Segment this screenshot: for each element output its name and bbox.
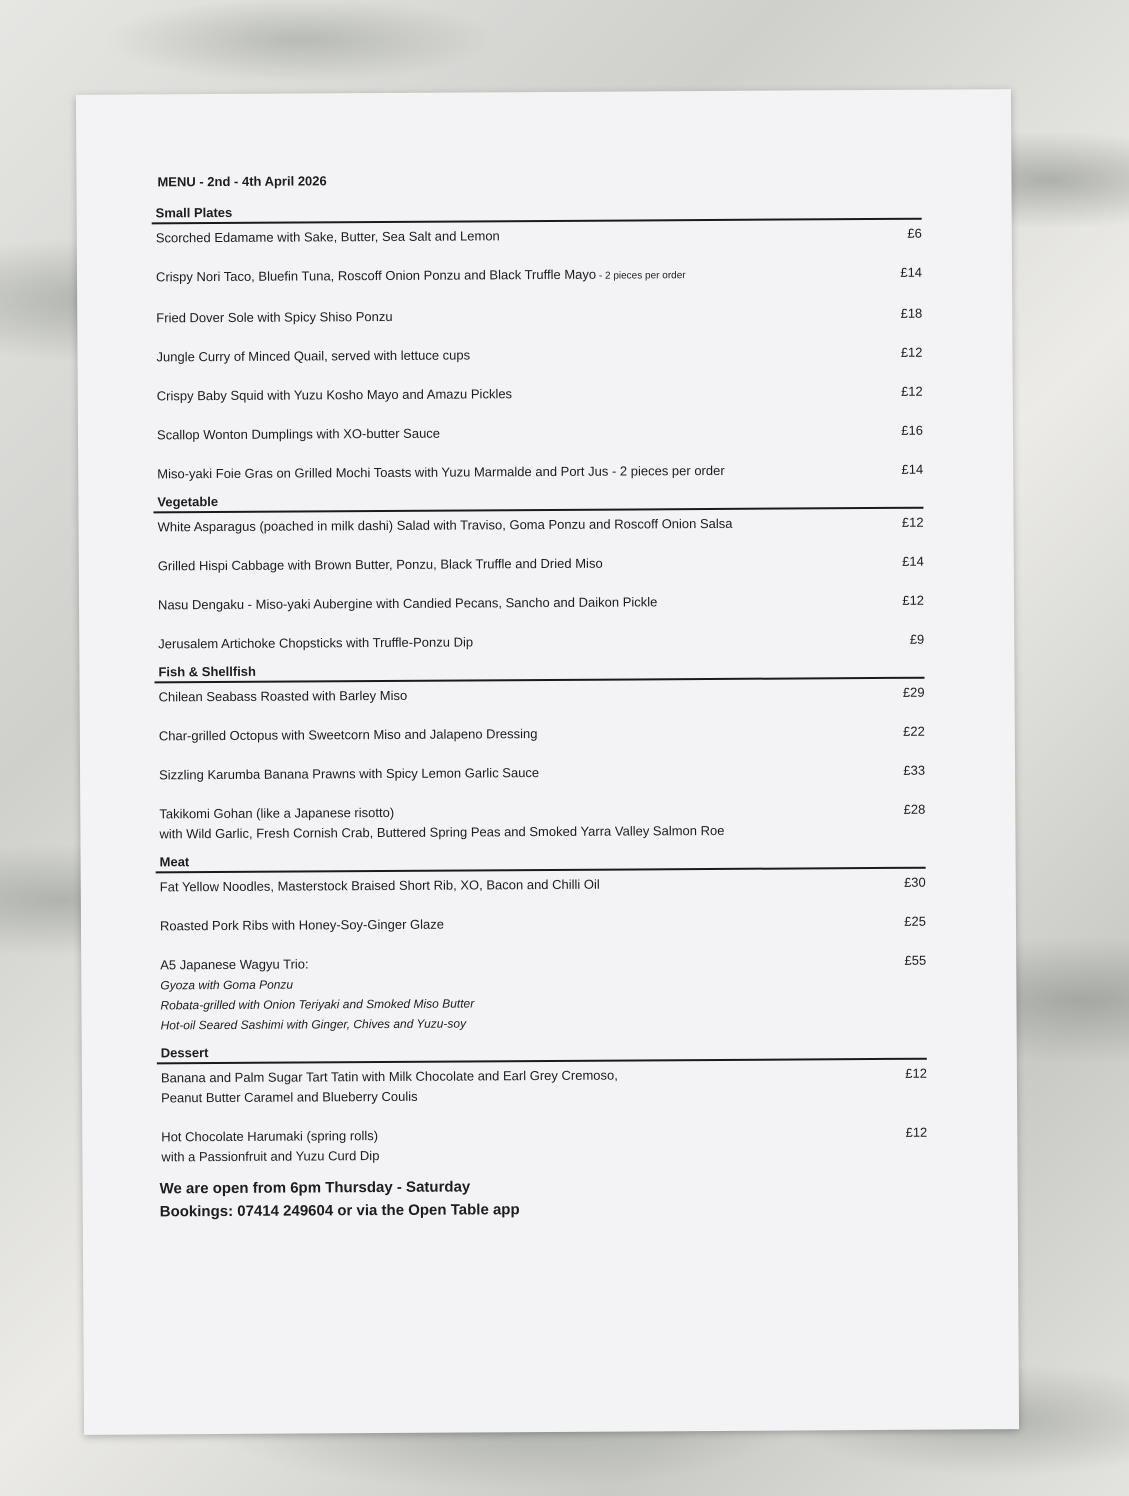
menu-item	[152, 263, 922, 290]
menu-item-sub-option: Robata-grilled with Onion Teriyaki and Smoked Miso Butter	[160, 996, 475, 1013]
menu-title: MENU - 2nd - 4th April 2026	[157, 173, 327, 190]
menu-item-description	[156, 951, 866, 1035]
menu-item-price: £9	[909, 631, 925, 647]
footer	[158, 1173, 928, 1224]
menu-item-description	[155, 800, 865, 844]
menu-item-description	[157, 1123, 867, 1167]
menu-item-price: £14	[900, 264, 923, 280]
menu-item-name-text: Crispy Baby Squid with Yuzu Kosho Mayo and Amazu Pickles	[156, 386, 513, 404]
menu-item-name-text: Roasted Pork Ribs with Honey-Soy-Ginger Glaze	[159, 916, 444, 934]
section-title: Small Plates	[155, 204, 233, 221]
section-title: Dessert	[160, 1045, 209, 1061]
menu-item-name-text: Chilean Seabass Roasted with Barley Miso	[158, 687, 408, 705]
menu-item-price: £30	[903, 874, 926, 890]
menu-item-name-text: White Asparagus (poached in milk dashi) Salad with Traviso, Goma Ponzu and Roscoff Onion Salsa	[157, 515, 733, 535]
menu-item-note: - 2 pieces per order	[596, 270, 686, 282]
menu-item-price: £16	[901, 422, 924, 438]
menu-content	[151, 170, 927, 1224]
section-title: Meat	[159, 854, 190, 870]
menu-item-sub-option: Hot-oil Seared Sashimi with Ginger, Chives and Yuzu-soy	[160, 1016, 467, 1033]
menu-item	[155, 800, 925, 845]
section-title: Fish & Shellfish	[158, 663, 257, 680]
menu-item-price: £12	[905, 1124, 928, 1140]
menu-section-fish-shellfish	[154, 660, 925, 845]
menu-item-price: £28	[903, 801, 926, 817]
menu-item-price: £29	[902, 684, 925, 700]
menu-item	[157, 1064, 927, 1109]
menu-item-description	[157, 1064, 867, 1108]
menu-item-price: £55	[904, 952, 927, 968]
menu-section-meat	[156, 850, 927, 1036]
menu-item-name-text: A5 Japanese Wagyu Trio:	[160, 956, 309, 973]
menu-item-price: £33	[903, 762, 926, 778]
menu-item-name-text: Crispy Nori Taco, Bluefin Tuna, Roscoff Onion Ponzu and Black Truffle Mayo	[155, 266, 597, 285]
menu-item-price: £12	[901, 514, 924, 530]
menu-item-price: £12	[905, 1065, 927, 1081]
menu-item-price: £22	[903, 723, 925, 739]
menu-item-name-continued: Peanut Butter Caramel and Blueberry Coulis	[160, 1088, 418, 1106]
menu-item	[156, 951, 926, 1036]
menu-item-name-text: Nasu Dengaku - Miso-yaki Aubergine with Candied Pecans, Sancho and Daikon Pickle	[157, 594, 658, 613]
menu-item-price: £14	[902, 553, 924, 569]
menu-item-price: £12	[902, 592, 925, 608]
menu-item-description	[154, 630, 864, 654]
menu-item-name-text: Scallop Wonton Dumplings with XO-butter Sauce	[156, 425, 441, 443]
menu-item-name-text: Scorched Edamame with Sake, Butter, Sea Salt and Lemon	[155, 228, 500, 246]
menu-item-name-text: Fried Dover Sole with Spicy Shiso Ponzu	[156, 308, 393, 326]
menu-item-name-continued: with Wild Garlic, Fresh Cornish Crab, Buttered Spring Peas and Smoked Yarra Valley Salmon Roe	[159, 822, 725, 842]
menu-item	[157, 1123, 927, 1168]
menu-item-price: £12	[900, 344, 923, 360]
menu-item-name-text: Sizzling Karumba Banana Prawns with Spicy Lemon Garlic Sauce	[159, 765, 540, 783]
menu-item-name-text: Takikomi Gohan (like a Japanese risotto)	[159, 804, 395, 822]
menu-item-name	[157, 460, 863, 484]
menu-item-name-text: Miso-yaki Foie Gras on Grilled Mochi Toasts with Yuzu Marmalde and Port Jus - 2 pieces per order	[157, 462, 725, 482]
opening-hours: We are open from 6pm Thursday - Saturday	[159, 1178, 471, 1198]
menu-item-name-text: Hot Chocolate Harumaki (spring rolls)	[161, 1128, 379, 1145]
menu-item	[153, 460, 923, 485]
menu-item-description	[152, 263, 862, 289]
menu-item-price: £12	[900, 383, 923, 399]
menu-item-name-text: Jungle Curry of Minced Quail, served with lettuce cups	[156, 347, 471, 365]
menu-item-name-text: Grilled Hispi Cabbage with Brown Butter, Ponzu, Black Truffle and Dried Miso	[157, 555, 603, 574]
menu-item	[154, 630, 924, 655]
menu-item-price: £14	[901, 461, 924, 477]
menu-section-dessert	[157, 1041, 928, 1168]
bookings-info: Bookings: 07414 249604 or via the Open Table app	[159, 1201, 520, 1221]
menu-section-vegetable	[153, 490, 924, 655]
menu-item-name-text: Jerusalem Artichoke Chopsticks with Truffle-Ponzu Dip	[158, 634, 474, 652]
menu-item-name-text: Char-grilled Octopus with Sweetcorn Miso and Jalapeno Dressing	[158, 726, 538, 744]
menu-item-name	[158, 630, 864, 654]
menu-item-price: £18	[900, 305, 923, 321]
menu-sheet	[76, 89, 1019, 1435]
menu-item-price: £6	[907, 225, 922, 241]
menu-section-small-plates	[152, 201, 924, 485]
menu-item-name	[156, 263, 862, 289]
menu-item-name-text: Fat Yellow Noodles, Masterstock Braised Short Rib, XO, Bacon and Chilli Oil	[159, 876, 600, 895]
menu-item-price: £25	[904, 913, 927, 929]
menu-item-description	[153, 460, 863, 484]
section-title: Vegetable	[157, 494, 219, 510]
menu-item-name-continued: with a Passionfruit and Yuzu Curd Dip	[161, 1148, 380, 1165]
menu-item-name-text: Banana and Palm Sugar Tart Tatin with Milk Chocolate and Earl Grey Cremoso,	[160, 1067, 618, 1086]
menu-item-sub-option: Gyoza with Goma Ponzu	[160, 977, 294, 993]
menu-sections	[152, 201, 928, 1168]
